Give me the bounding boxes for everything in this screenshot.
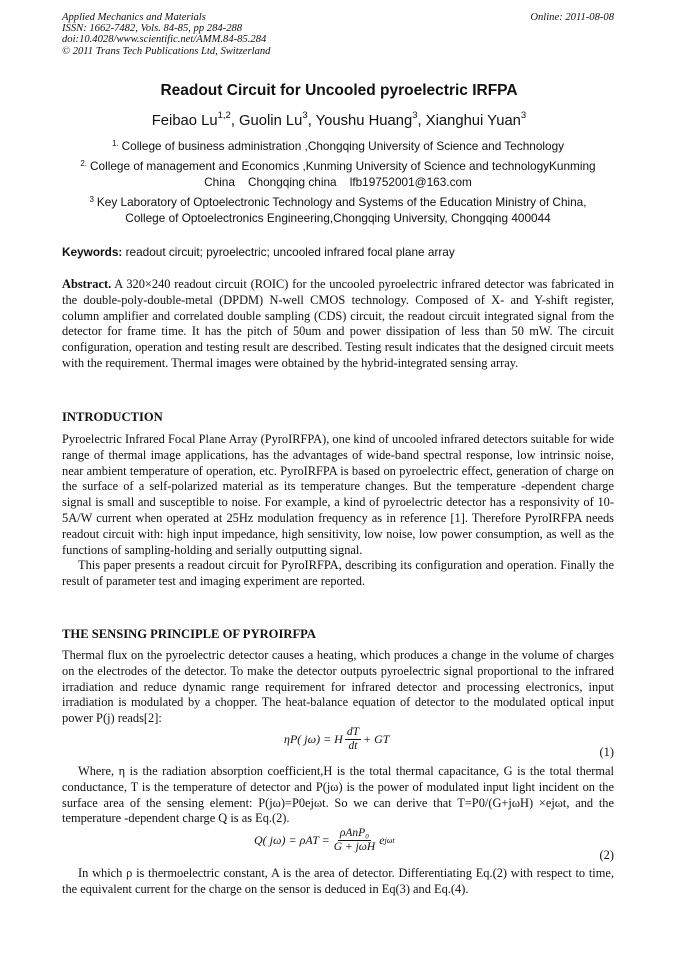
equation-number: (2) [599, 848, 614, 862]
equation-1: ηP( jω) = H $\frac{dT}{dt}$ + GT (1) [284, 726, 614, 759]
keywords [62, 245, 614, 259]
equation-number: (1) [599, 745, 614, 759]
abstract-text: A 320×240 readout circuit (ROIC) for the uncooled pyroelectric infrared detector was fabricated in the double-poly-double-metal (DPDM) N-well CMOS technology. Composed of X- and Y-shift register, column amplifier and correlated double sampling (CDS) circuit, the readout circuit integrated signal from the detector for frame time. It has the pitch of 50um and power dissipation of less than 50 mW. The circuit configuration, operation and testing result are described. Testing result indicates that the designed circuit meets with the requirement. Thermal images were obtained by the hybrid-integrated sensing array. [62, 277, 614, 370]
principle-paragraph-2: Where, η is the radiation absorption coefficient,H is the total thermal capacitance, G is the total thermal conductance, T is the temperature of detector and P(jω) is the power of modulated input light incident on the surface area of the sensing element: P(jω)=P0ejωt. So we can derive that T=P0/(G+jωH) ×ejωt, and the temperature -dependent charge Q is as Eq.(2). [62, 764, 614, 826]
principle-paragraph-1: Thermal flux on the pyroelectric detector causes a heating, which produces a change in the volume of charges on the electrodes of the detector. To make the detector outputs pyroelectric signal proportional to the infrared irradiation and reduce dynamic range requirement for infrared detector and processing electronics, input irradiation is modulated by a chopper. The heat-balance equation of detector to the modulated optical input power P(j) reads[2]: [62, 648, 614, 726]
paragraph: Pyroelectric Infrared Focal Plane Array (PyroIRFPA), one kind of uncooled infrared detectors suitable for wide range of thermal image applications, has the advantages of wide-band spectral response, low intrinsic noise, near ambient temperature of operation, etc. PyroIRFPA is based on pyroelectric effect, generation of charge on the surface of a self-polarized material as its temperature changes. But the temperature -dependent charge signal is small and susceptible to noise. For example, a kind of pyroelectric detector has a responsivity of 10-5A/W current when operated at 25Hz modulation frequency as in reference [1]. Therefore PyroIRFPA needs readout circuit with: high input impedance, high sensitivity, low noise, low power consumption, as well as the functions of sampling-holding and serially outputting signal. [62, 432, 614, 557]
author: Youshu Huang$^3$, [315, 110, 426, 129]
keywords-label: Keywords: [62, 245, 123, 259]
paragraph: This paper presents a readout circuit for PyroIRFPA, describing its configuration and operation. Finally the result of parameter test and imaging experiment are reported. [62, 558, 614, 589]
section-heading-sensing-principle: THE SENSING PRINCIPLE OF PYROIRFPA [62, 627, 316, 641]
introduction-body [62, 432, 614, 590]
author-list [0, 110, 678, 129]
author: Guolin Lu$^3$, [239, 110, 316, 129]
journal-header [62, 12, 614, 57]
paper-title: Readout Circuit for Uncooled pyroelectric IRFPA [160, 82, 518, 99]
keywords-text: readout circuit; pyroelectric; uncooled infrared focal plane array [125, 245, 455, 259]
principle-paragraph-3: In which ρ is thermoelectric constant, A is the area of detector. Differentiating Eq.(2) with respect to time, the equivalent current for the charge on the sensor is deduced in Eq(3) and Eq.(4). [62, 866, 614, 896]
journal-name: Applied Mechanics and Materials [62, 12, 206, 23]
equation-2: Q( jω) = ρAT = $\frac{\text{ρAnP₀}}{\text{G + jωH}}$ e jωt (2) [254, 827, 614, 862]
abstract [62, 277, 614, 372]
affiliation-1: $^{1.}$ College of business administration ,Chongqing University of Science and Technology [111, 139, 565, 153]
author: Xianghui Yuan$^3$ [425, 110, 527, 129]
affiliation-3: $^3$ Key Laboratory of Optoelectronic Technology and Systems of the Education Ministry of China, College of Optoelectronics Engineering,Chongqing University, Chongqing 400044 [89, 195, 587, 225]
issn: ISSN: 1662-7482, Vols. 84-85, pp 284-288 [62, 23, 243, 35]
doi: doi:10.4028/www.scientific.net/AMM.84-85.284 [62, 34, 267, 46]
section-heading-introduction: INTRODUCTION [62, 410, 163, 424]
author: Feibao Lu$^{1,2}$, [151, 110, 240, 129]
online-date: Online: 2011-08-08 [530, 12, 614, 23]
affiliation-2: $^{2.}$ College of management and Economics ,Kunming University of Science and technologyKunming China Chongqing china lfb19752001@163.com [80, 159, 596, 189]
copyright: © 2011 Trans Tech Publications Ltd, Switzerland [62, 45, 271, 57]
abstract-label: Abstract. [62, 277, 112, 291]
